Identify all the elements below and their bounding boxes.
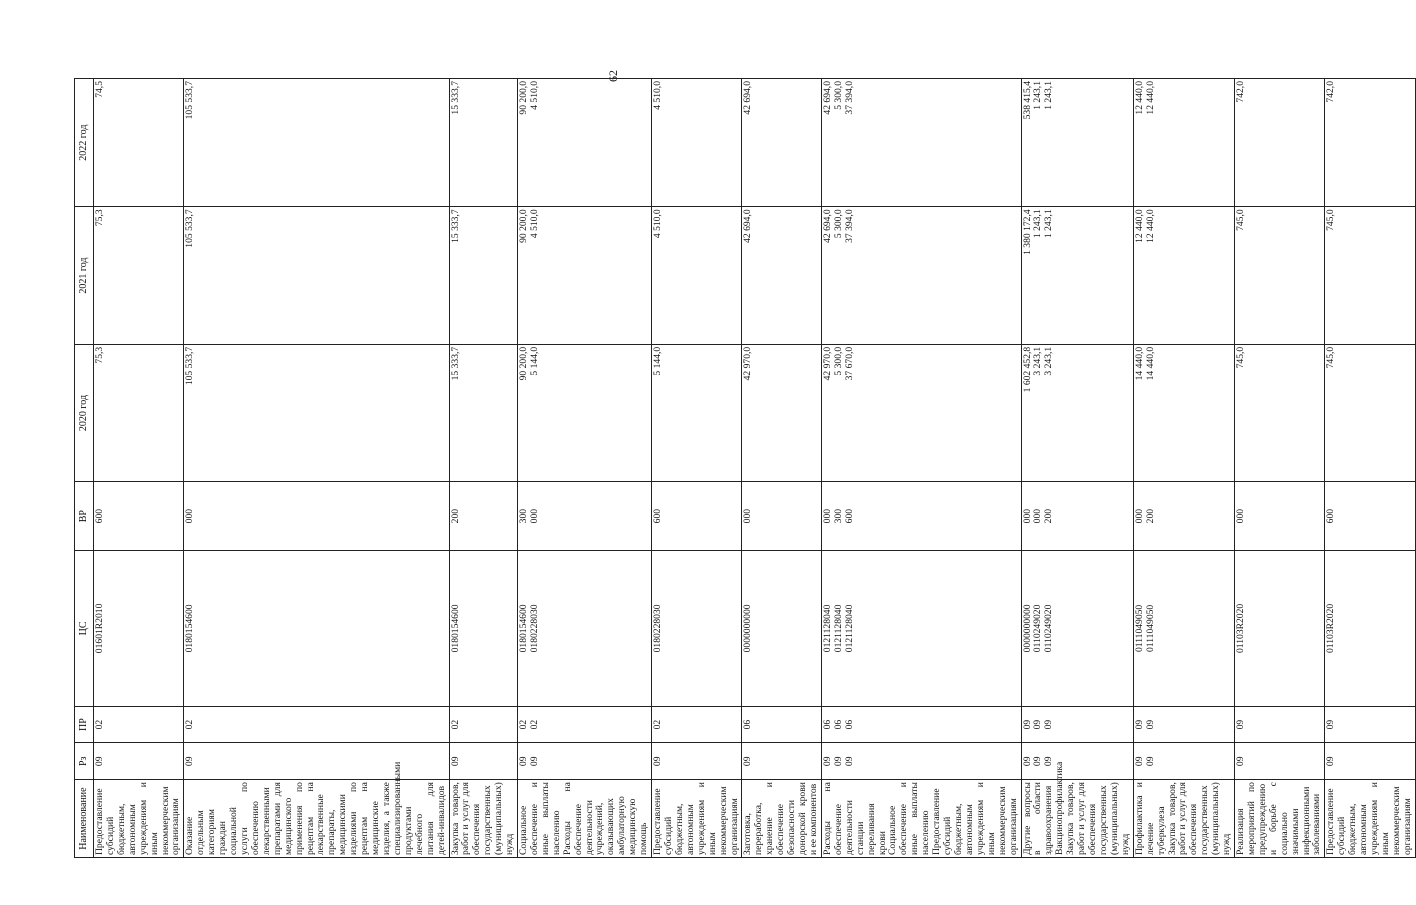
cell-name-line: Предоставление субсидий бюджетным, автономным учреждениям и иным некоммерческим организациям	[652, 782, 740, 855]
cell-2020-line: 5 300,0	[832, 346, 844, 376]
cell-pr	[1021, 706, 1133, 743]
cell-cs-line: 0111049050	[1144, 604, 1156, 653]
cell-2021-line: 42 694,0	[821, 209, 833, 243]
page-number: 62	[606, 70, 620, 82]
cell-2020-line: 745,0	[1325, 346, 1337, 369]
cell-2022	[94, 79, 184, 207]
cell-rz	[1235, 743, 1325, 780]
cell-2022-line: 90 200,0	[518, 81, 530, 115]
cell-rz-line: 09	[1144, 756, 1156, 767]
cell-cs-line: 0110249020	[1032, 604, 1044, 653]
cell-name-line: Предоставление субсидий бюджетным, автономным учреждениям и иным некоммерческим организациям	[1325, 782, 1413, 855]
cell-2020-line: 15 333,7	[449, 346, 461, 381]
cell-cs	[184, 551, 449, 707]
cell-2020	[742, 344, 821, 481]
cell-cs-line: 0180154600	[518, 604, 530, 653]
cell-name-line: Другие вопросы в области здравоохранения	[1021, 782, 1055, 855]
cell-2020-line: 14 440,0	[1144, 346, 1156, 381]
cell-2022-line: 15 333,7	[449, 81, 461, 115]
cell-name-line: Вакцинопрофилактика	[1054, 761, 1066, 855]
cell-2021-line: 37 394,0	[843, 209, 855, 243]
cell-vr-line: 600	[94, 508, 105, 524]
cell-2020	[1021, 344, 1133, 481]
cell-pr-line: 02	[184, 719, 196, 730]
cell-name	[652, 780, 742, 858]
cell-name	[1133, 780, 1234, 858]
cell-2021-line: 745,0	[1325, 209, 1337, 231]
cell-pr-line: 09	[1133, 719, 1145, 730]
cell-cs-line: 0000000000	[742, 604, 754, 653]
cell-pr-line: 06	[821, 719, 833, 730]
cell-rz-line: 09	[821, 756, 833, 767]
cell-2020	[1133, 344, 1234, 481]
cell-pr	[94, 706, 184, 743]
cell-rz-line: 09	[1043, 756, 1055, 767]
cell-2020-line: 37 670,0	[843, 346, 855, 381]
cell-2020-line: 5 144,0	[528, 346, 540, 376]
cell-2020-line: 75,3	[94, 346, 105, 364]
cell-rz-line: 09	[1325, 756, 1337, 767]
cell-cs	[742, 551, 821, 707]
cell-cs-line: 0110249020	[1043, 604, 1055, 653]
cell-2022-line: 12 440,0	[1133, 81, 1145, 115]
cell-name-line: Расходы на обеспечение деятельности учреждений, оказывающих амбулаторную медицинскую помощь	[561, 782, 650, 855]
cell-2022-line: 538 415,4	[1021, 81, 1033, 120]
cell-2021-line: 4 510,0	[652, 209, 664, 239]
cell-vr	[652, 482, 742, 551]
cell-pr	[518, 706, 652, 743]
cell-2022	[652, 79, 742, 207]
cell-pr-line: 02	[652, 719, 664, 730]
cell-2022	[449, 79, 518, 207]
table-body	[94, 79, 1416, 858]
cell-cs	[1325, 551, 1415, 707]
cell-rz	[1133, 743, 1234, 780]
cell-2022-line: 1 243,1	[1043, 81, 1055, 110]
cell-rz	[184, 743, 449, 780]
cell-cs	[449, 551, 518, 707]
cell-vr	[449, 482, 518, 551]
cell-name-line: Оказание отдельным категориям граждан социальной услуги по обеспечению лекарственными препаратами для медицинского применения по рецептам на лекарственные препараты, медицинскими изделиями по рецептам на медицинские изделия, а также специализированными продуктами лечебного питания для детей-инвалидов	[184, 761, 447, 855]
cell-2020	[1235, 344, 1325, 481]
cell-2021	[1133, 207, 1234, 344]
cell-vr-line: 000	[1021, 508, 1033, 524]
cell-vr	[821, 482, 1021, 551]
cell-vr-line: 200	[1144, 508, 1156, 524]
cell-2021-line: 4 510,0	[528, 209, 540, 239]
cell-rz-line: 09	[832, 756, 844, 767]
cell-rz	[821, 743, 1021, 780]
cell-2021	[449, 207, 518, 344]
cell-rz-line: 09	[184, 756, 196, 767]
cell-pr	[1325, 706, 1415, 743]
cell-2021	[184, 207, 449, 344]
cell-2022-line: 105 533,7	[184, 81, 196, 120]
cell-name	[449, 780, 518, 858]
cell-pr-line: 02	[449, 719, 461, 730]
table-row	[742, 79, 821, 858]
cell-2020-line: 90 200,0	[518, 346, 530, 381]
cell-2021-line: 5 300,0	[832, 209, 844, 239]
cell-cs	[518, 551, 652, 707]
cell-pr-line: 09	[1021, 719, 1033, 730]
cell-2021-line: 1 243,1	[1032, 209, 1044, 239]
cell-cs-line: 0121128040	[832, 604, 844, 653]
cell-vr-line: 600	[843, 508, 855, 524]
cell-2020-line: 42 970,0	[742, 346, 754, 381]
cell-name	[821, 780, 1021, 858]
cell-2020-line: 1 602 452,8	[1021, 346, 1033, 393]
cell-vr-line: 000	[528, 508, 540, 524]
cell-name-line: Социальное обеспечение и иные выплаты населению	[518, 782, 562, 855]
cell-2020-line: 3 243,1	[1032, 346, 1044, 376]
cell-pr	[1133, 706, 1234, 743]
cell-2020-line: 105 533,7	[184, 346, 196, 386]
cell-2022-line: 42 694,0	[821, 81, 833, 115]
cell-pr	[184, 706, 449, 743]
cell-2021-line: 42 694,0	[742, 209, 754, 243]
cell-2021	[652, 207, 742, 344]
cell-name-line: Расходы на обеспечение деятельности станции переливания крови	[821, 782, 888, 855]
cell-pr-line: 06	[832, 719, 844, 730]
cell-2021	[518, 207, 652, 344]
cell-2022-line: 74,5	[94, 81, 105, 98]
cell-vr-line: 200	[1043, 508, 1055, 524]
cell-vr	[742, 482, 821, 551]
cell-pr-line: 02	[94, 719, 105, 730]
cell-rz-line: 09	[1235, 756, 1247, 767]
cell-vr-line: 000	[742, 508, 754, 524]
cell-2020-line: 42 970,0	[821, 346, 833, 381]
cell-2022-line: 742,0	[1235, 81, 1247, 103]
cell-name	[742, 780, 821, 858]
cell-rz-line: 09	[94, 756, 105, 767]
cell-vr	[1021, 482, 1133, 551]
cell-vr-line: 000	[184, 508, 196, 524]
cell-2020	[94, 344, 184, 481]
cell-rz	[1325, 743, 1415, 780]
cell-2021-line: 90 200,0	[518, 209, 530, 243]
cell-rz-line: 09	[518, 756, 530, 767]
cell-cs-line: 01103R2020	[1235, 603, 1247, 654]
cell-cs-line: 0180228030	[528, 604, 540, 653]
cell-2021-line: 745,0	[1235, 209, 1247, 231]
cell-rz	[652, 743, 742, 780]
cell-2022	[821, 79, 1021, 207]
cell-2022-line: 37 394,0	[843, 81, 855, 115]
cell-cs-line: 0000000000	[1021, 604, 1033, 653]
cell-rz-line: 09	[1133, 756, 1145, 767]
cell-cs-line: 0180154600	[184, 604, 196, 653]
cell-rz	[449, 743, 518, 780]
cell-pr-line: 06	[742, 719, 754, 730]
cell-vr	[518, 482, 652, 551]
cell-name-line: Закупка товаров, работ и услуг для обеспечения государственных (муниципальных) нужд	[1166, 782, 1233, 855]
cell-2022	[1021, 79, 1133, 207]
cell-name	[518, 780, 652, 858]
cell-pr	[742, 706, 821, 743]
table-header	[75, 79, 94, 858]
cell-2021-line: 12 440,0	[1133, 209, 1145, 243]
cell-name	[1235, 780, 1325, 858]
cell-name-line: Закупка товаров, работ и услуг для обеспечения государственных (муниципальных) нужд	[1065, 782, 1131, 855]
table-row	[1021, 79, 1133, 858]
cell-rz-line: 09	[652, 756, 664, 767]
cell-pr-line: 02	[518, 719, 530, 730]
cell-pr-line: 09	[1325, 719, 1337, 730]
cell-2021-line: 105 533,7	[184, 209, 196, 248]
cell-2020	[449, 344, 518, 481]
cell-2022	[742, 79, 821, 207]
cell-2020-line: 14 440,0	[1133, 346, 1145, 381]
table-row	[518, 79, 652, 858]
budget-table-rotated	[74, 78, 1413, 858]
header-2021: 2021 год	[75, 207, 94, 344]
cell-name-line: Реализация мероприятий по предупреждению и борьбе с социально значимыми инфекционными заболеваниями	[1235, 782, 1323, 855]
cell-pr-line: 09	[1235, 719, 1247, 730]
table-row	[184, 79, 449, 858]
cell-rz	[1021, 743, 1133, 780]
cell-2022-line: 12 440,0	[1144, 81, 1156, 115]
cell-2020	[184, 344, 449, 481]
cell-pr	[652, 706, 742, 743]
cell-2022-line: 742,0	[1325, 81, 1337, 103]
cell-cs-line: 0180228030	[652, 604, 664, 653]
cell-2022-line: 4 510,0	[652, 81, 664, 110]
cell-vr-line: 000	[821, 508, 833, 524]
cell-vr-line: 300	[832, 508, 844, 524]
cell-name-line: Заготовка, переработка, хранение и обеспечение безопасности донорской крови и ее компонентов	[742, 782, 819, 855]
cell-cs-line: 0121128040	[843, 604, 855, 653]
cell-2021	[94, 207, 184, 344]
cell-pr	[1235, 706, 1325, 743]
cell-rz	[742, 743, 821, 780]
table-row	[652, 79, 742, 858]
cell-vr-line: 000	[1133, 508, 1145, 524]
cell-vr-line: 600	[1325, 508, 1337, 524]
cell-2020	[1325, 344, 1415, 481]
cell-cs-line: 0180154600	[449, 604, 461, 653]
header-rz: Рз	[75, 743, 94, 780]
cell-vr	[1235, 482, 1325, 551]
cell-2021	[821, 207, 1021, 344]
cell-cs	[652, 551, 742, 707]
cell-2021	[1235, 207, 1325, 344]
cell-2020	[518, 344, 652, 481]
cell-2021-line: 1 380 172,4	[1021, 209, 1033, 255]
cell-pr	[821, 706, 1021, 743]
table-row	[94, 79, 184, 858]
table-row	[1133, 79, 1234, 858]
cell-rz-line: 09	[1032, 756, 1044, 767]
cell-name-line: Социальное обеспечение и иные выплаты населению	[887, 782, 932, 855]
cell-vr	[1325, 482, 1415, 551]
cell-pr-line: 06	[843, 719, 855, 730]
cell-2021-line: 12 440,0	[1144, 209, 1156, 243]
cell-2021	[1325, 207, 1415, 344]
cell-2021	[1021, 207, 1133, 344]
cell-pr-line: 09	[1043, 719, 1055, 730]
cell-rz-line: 09	[449, 756, 461, 767]
cell-rz	[94, 743, 184, 780]
cell-2022-line: 1 243,1	[1032, 81, 1044, 110]
cell-cs	[94, 551, 184, 707]
cell-vr-line: 000	[1032, 508, 1044, 524]
header-cs: ЦС	[75, 551, 94, 707]
cell-name	[94, 780, 184, 858]
cell-2020-line: 3 243,1	[1043, 346, 1055, 376]
cell-pr	[449, 706, 518, 743]
table-row	[1325, 79, 1415, 858]
cell-rz-line: 09	[843, 756, 855, 767]
cell-2022	[1325, 79, 1415, 207]
cell-2021-line: 1 243,1	[1043, 209, 1055, 239]
cell-vr-line: 300	[518, 508, 530, 524]
header-2020: 2020 год	[75, 344, 94, 481]
cell-name-line: Предоставление субсидий бюджетным, автономным учреждениям и иным некоммерческим организациям	[931, 782, 1019, 855]
cell-name-line: Профилактика и лечение туберкулеза	[1133, 782, 1167, 855]
cell-2022-line: 5 300,0	[832, 81, 844, 110]
cell-cs-line: 0111049050	[1133, 604, 1145, 653]
cell-2022-line: 4 510,0	[528, 81, 540, 110]
cell-vr	[94, 482, 184, 551]
cell-cs	[1133, 551, 1234, 707]
cell-2021	[742, 207, 821, 344]
cell-rz-line: 09	[1021, 756, 1033, 767]
cell-rz-line: 09	[528, 756, 540, 767]
cell-pr-line: 09	[1144, 719, 1156, 730]
table-row	[449, 79, 518, 858]
cell-2020-line: 5 144,0	[652, 346, 664, 376]
table-row	[821, 79, 1021, 858]
cell-2020	[652, 344, 742, 481]
cell-2022	[518, 79, 652, 207]
cell-name-line: Предоставление субсидий бюджетным, автономным учреждениям и иным некоммерческим организациям	[94, 782, 182, 855]
cell-rz	[518, 743, 652, 780]
cell-2022	[1235, 79, 1325, 207]
cell-vr	[184, 482, 449, 551]
cell-name-line: Закупка товаров, работ и услуг для обеспечения государственных (муниципальных) нужд	[449, 782, 516, 855]
cell-2021-line: 75,3	[94, 209, 105, 227]
cell-rz-line: 09	[742, 756, 754, 767]
cell-cs-line: 01103R2020	[1325, 603, 1337, 654]
cell-vr-line: 600	[652, 508, 664, 524]
cell-2022	[1133, 79, 1234, 207]
cell-vr-line: 200	[449, 508, 461, 524]
header-pr: ПР	[75, 706, 94, 743]
cell-name	[1325, 780, 1415, 858]
cell-cs	[1021, 551, 1133, 707]
cell-vr-line: 000	[1235, 508, 1247, 524]
cell-vr	[1133, 482, 1234, 551]
cell-cs-line: 01601R2010	[94, 603, 105, 654]
table-row	[1235, 79, 1325, 858]
cell-2020-line: 745,0	[1235, 346, 1247, 369]
cell-cs-line: 0121128040	[821, 604, 833, 653]
cell-cs	[821, 551, 1021, 707]
cell-pr-line: 02	[528, 719, 540, 730]
cell-2022-line: 42 694,0	[742, 81, 754, 115]
cell-cs	[1235, 551, 1325, 707]
header-2022: 2022 год	[75, 79, 94, 207]
budget-table	[74, 78, 1416, 858]
header-vr: ВР	[75, 482, 94, 551]
cell-2020	[821, 344, 1021, 481]
cell-2021-line: 15 333,7	[449, 209, 461, 243]
header-name: Наименование	[75, 780, 94, 858]
cell-pr-line: 09	[1032, 719, 1044, 730]
cell-2022	[184, 79, 449, 207]
